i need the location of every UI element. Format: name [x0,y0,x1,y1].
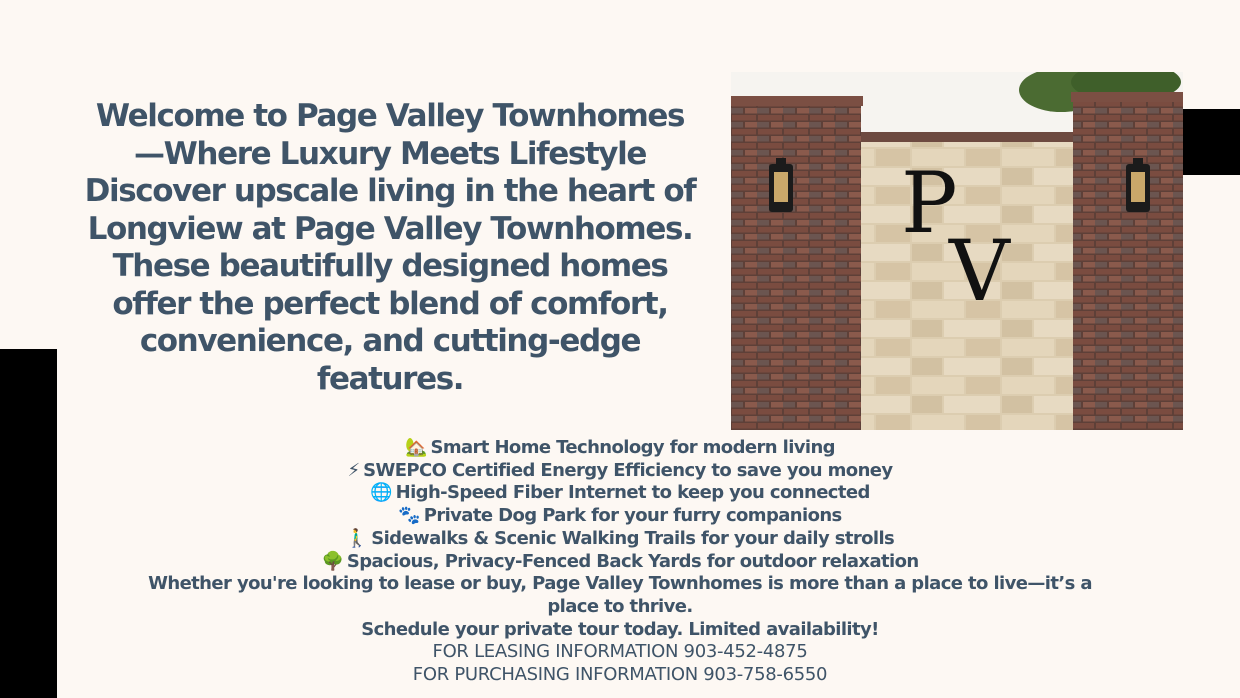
headline-line: Discover upscale living in the heart of [84,173,696,209]
headline-line: offer the perfect blend of comfort, [112,285,668,322]
headline-line: features. [316,360,464,397]
house-icon: 🏡 [405,437,428,458]
closing-statement: Whether you're looking to lease or buy, Page Valley Townhomes is more than a place to live—it’s a place to thrive. [148,573,1092,617]
tree-icon: 🌳 [321,550,344,572]
headline-line: convenience, and cutting-edge [139,323,641,359]
feature-item: 🏡 Smart Home Technology for modern living [405,437,835,458]
paw-prints-icon: 🐾 [398,505,421,527]
entrance-sign-photo [731,72,1183,430]
feature-item: 🌐 High-Speed Fiber Internet to keep you connected [370,482,870,504]
decorative-black-bar-left [0,349,57,698]
feature-item: 🌳 Spacious, Privacy-Fenced Back Yards for outdoor relaxation [321,550,919,572]
walking-man-icon: 🚶‍♂️ [345,527,369,549]
headline-line: These beautifully designed homes [112,248,668,284]
decorative-black-bar-right [1183,109,1240,175]
headline-line: —Where Luxury Meets Lifestyle [134,135,646,172]
globe-icon: 🌐 [370,482,393,504]
leasing-contact: FOR LEASING INFORMATION 903-452-4875 [432,641,808,663]
feature-item: ⚡ SWEPCO Certified Energy Efficiency to save you money [347,459,893,481]
features-list [120,437,1120,687]
sign-letter-v: V [949,222,1010,320]
headline-intro [80,98,700,398]
tour-call-to-action: Schedule your private tour today. Limited availability! [361,618,879,640]
lightning-icon: ⚡ [347,459,361,481]
sign-letter-p: P [901,154,958,252]
feature-item: 🚶‍♂️ Sidewalks & Scenic Walking Trails for your daily strolls [345,527,895,549]
headline-line: Longview at Page Valley Townhomes. [87,210,693,247]
purchasing-contact: FOR PURCHASING INFORMATION 903-758-6550 [412,664,828,686]
headline-line: Welcome to Page Valley Townhomes [95,98,685,134]
feature-item: 🐾 Private Dog Park for your furry companions [398,505,842,527]
